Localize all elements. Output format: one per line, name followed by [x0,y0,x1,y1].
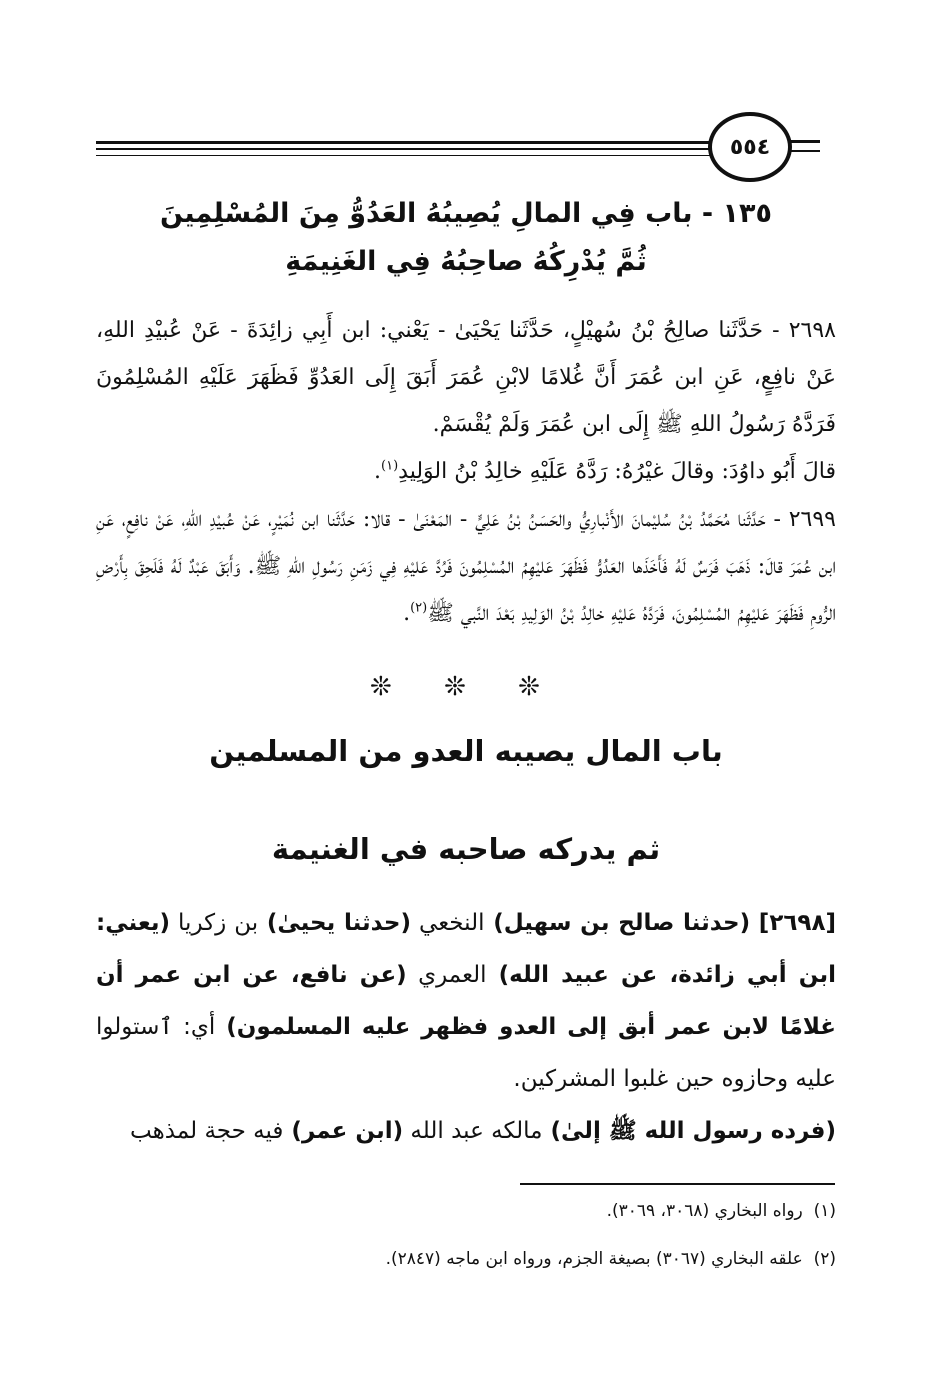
commentary-text: النخعي [411,910,485,936]
header-rule [790,140,820,143]
footnote-text: علقه البخاري (٣٠٦٧) بصيغة الجزم، ورواه ابن ماجه (٢٨٤٧). [385,1249,803,1269]
hadith-2699: ٢٦٩٩ - حَدَّثَنا مُحَمَّدُ بْنُ سُليْمانَ الأَنْبارِيُّ والحَسَنُ بْنُ عَلِيٍّ - المَعْنَىٰ - قالا: حَدَّثَنا ابن نُمَيْرٍ، عَنْ عُبيْدِ اللهِ، عَنْ نافِعٍ، عَنِ ابن عُمَرَ قالَ: ذَهَبَ فَرَسٌ لَهُ فَأَخَذَها العَدُوُّ فَظَهَرَ عَليْهِمُ المُسْلِمُونَ فَرُدَّ عَليْهِ فِي زَمَنِ رَسُولِ اللهِ ﷺ. وَأَبَقَ عَبْدٌ لَهُ فَلَحِقَ بِأَرْضِ الرُّومِ فَظَهَرَ عَليْهِمُ المُسْلِمُونَ، فَرَدَّهُ عَليْهِ خالِدُ بْنُ الوَلِيدِ بَعْدَ النَّبي ﷺ$^{(٢)}$. [96,507,836,626]
commentary-quote: (فرده رسول الله ﷺ إلىٰ) [542,1118,836,1144]
chapter-title: ثُمَّ يُدْرِكُهُ صاحِبُهُ فِي الغَنِيمَةِ [285,246,647,277]
header-rule [96,155,728,156]
abu-dawud-note-text: قالَ أَبُو داوُدَ: وقالَ غيْرُهُ: رَدَّهُ عَلَيْهِ خالِدُ بْنُ الوَلِيدِ [398,459,836,484]
commentary-paragraph [96,897,836,1105]
section-separator: ❊ ❊ ❊ [370,672,562,702]
page-number: ٥٥٤ [708,112,792,182]
header-rule [790,150,820,152]
hadith-2699-text: ٢٦٩٩ - حَدَّثَنا مُحَمَّدُ بْنُ سُليْمانَ الأَنْبارِيُّ والحَسَنُ بْنُ عَلِيٍّ - المَعْنَىٰ - قالا: حَدَّثَنا ابن نُمَيْرٍ، عَنْ عُبيْدِ اللهِ، عَنْ نافِعٍ، عَنِ ابن عُمَرَ قالَ: ذَهَبَ فَرَسٌ لَهُ فَأَخَذَها العَدُوُّ فَظَهَرَ عَليْهِمُ المُسْلِمُونَ فَرُدَّ عَليْهِ فِي زَمَنِ رَسُولِ اللهِ ﷺ. وَأَبَقَ عَبْدٌ لَهُ فَلَحِقَ بِأَرْضِ الرُّومِ فَظَهَرَ عَليْهِمُ المُسْلِمُونَ، فَرَدَّهُ عَليْهِ خالِدُ بْنُ الوَلِيدِ بَعْدَ النَّبي ﷺ [96,507,836,626]
commentary-quote: (حدثنا يحيىٰ) [258,910,412,936]
commentary-text: العمري [406,962,487,988]
footnote-1 [96,1196,836,1226]
commentary-quote: (ابن عمر) [283,1118,404,1144]
footnote-marker: (١) [813,1201,836,1221]
footnote-2 [96,1244,836,1274]
commentary-paragraph [96,1105,836,1157]
hadith-2698: ٢٦٩٨ - حَدَّثَنا صالِحُ بْنُ سُهيْلٍ، حَدَّثَنا يَحْيَىٰ - يَعْني: ابن أَبِي زائِدَةَ - عَنْ عُبيْدِ اللهِ، عَنْ نافِعٍ، عَنِ ابن عُمَرَ أَنَّ غُلامًا لابْنِ عُمَرَ أَبَقَ إِلَى العَدُوِّ فَظَهَرَ عَلَيْهِ المُسْلِمُونَ فَرَدَّهُ رَسُولُ اللهِ ﷺ إِلَى ابن عُمَرَ وَلَمْ يُقْسَمْ. [96,318,836,437]
footnote-rule [520,1183,835,1185]
commentary-text: بن زكريا [170,910,259,936]
footnote-marker: (٢) [813,1249,836,1269]
commentary-heading: باب المال يصيبه العدو من المسلمين [209,734,723,768]
commentary-text: أي: ٱستولوا عليه وحازوه حين غلبوا المشركين. [96,1014,836,1092]
abu-dawud-note: قالَ أَبُو داوُدَ: وقالَ غيْرُهُ: رَدَّهُ عَلَيْهِ خالِدُ بْنُ الوَلِيدِ$^{(١)}$. [374,458,836,484]
commentary-text: فيه حجة لمذهب [130,1118,284,1144]
footnote-text: رواه البخاري (٣٠٦٨، ٣٠٦٩). [606,1201,803,1221]
header-rule [96,148,728,150]
footnote-marker: (١) [381,458,399,474]
footnote-marker: (٢) [410,600,428,616]
chapter-title: ١٣٥ - باب فِي المالِ يُصِيبُهُ العَدُوُّ مِنَ المُسْلِمِينَ [160,198,772,229]
commentary-heading: ثم يدركه صاحبه في الغنيمة [271,832,661,866]
commentary-text: مالكه عبد الله [403,1118,543,1144]
commentary-quote: (يعني: ابن أبي زائدة، عن عبيد الله) [96,910,836,988]
header-rule [96,141,728,144]
commentary-quote: (عن نافع، عن ابن عمر أن غلامًا لابن عمر أبق إلى العدو فظهر عليه المسلمون) [96,962,836,1040]
commentary-quote: [٢٦٩٨] (حدثنا صالح بن سهيل) [484,910,836,936]
